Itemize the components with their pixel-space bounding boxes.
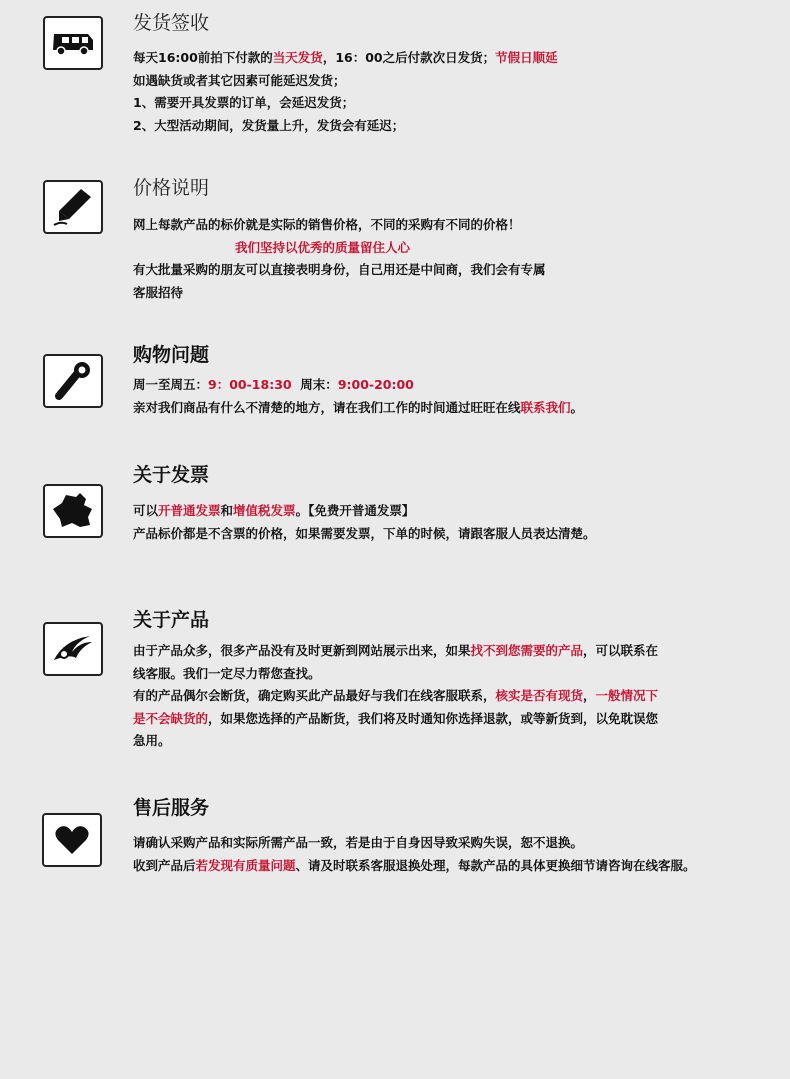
highlight: 是不会缺货的	[133, 710, 209, 726]
text: 。【免费开普通发票】	[295, 503, 415, 518]
text: 线客服。我们一定尽力帮您查找。	[133, 665, 321, 681]
price-text	[133, 214, 546, 304]
text: 和	[220, 503, 234, 518]
product-text	[133, 640, 658, 753]
text: 。	[570, 399, 584, 415]
highlight: 核实是否有现货	[495, 688, 584, 703]
text: 急用。	[133, 733, 171, 748]
highlight: 开普通发票	[158, 503, 221, 518]
text: 2、大型活动期间，发货量上升，发货会有延迟；	[133, 117, 405, 133]
highlight: 增值税发票	[233, 503, 296, 518]
section-title-after-sales: 售后服务	[133, 797, 210, 819]
text: ，	[583, 688, 596, 703]
shopping-text	[133, 374, 583, 419]
map-icon	[43, 484, 103, 538]
after-sales-text	[133, 832, 696, 877]
text: 1、需要开具发票的订单，会延迟发货；	[133, 95, 355, 110]
wrench-icon	[43, 354, 103, 408]
highlight: 一般情况下	[595, 688, 659, 703]
section-title-shipping: 发货签收	[133, 12, 210, 34]
highlight: 9：00-18:30	[208, 377, 292, 392]
text: ，16：00之后付款次日发货；	[322, 50, 496, 65]
highlight: 9:00-20:00	[337, 377, 414, 392]
section-title-product: 关于产品	[133, 609, 210, 631]
highlight: 当天发货	[272, 50, 323, 65]
text: 亲对我们商品有什么不清楚的地方，请在我们工作的时间通过旺旺在线	[133, 399, 521, 415]
text: 由于产品众多，很多产品没有及时更新到网站展示出来，如果	[133, 643, 471, 658]
highlight: 节假日顺延	[495, 50, 558, 65]
truck-icon	[43, 16, 103, 70]
heart-icon	[42, 813, 102, 867]
text: 收到产品后	[133, 857, 196, 873]
text: 有大批量采购的朋友可以直接表明身份，自己用还是中间商，我们会有专属	[133, 262, 546, 277]
text: 周末：	[291, 377, 338, 392]
text: 网上每款产品的标价就是实际的销售价格，不同的采购有不同的价格！	[133, 217, 521, 232]
text: 如遇缺货或者其它因素可能延迟发货；	[133, 72, 346, 88]
text: ，可以联系在	[583, 643, 659, 658]
shipping-text	[133, 47, 558, 137]
text: 请确认采购产品和实际所需产品一致，若是由于自身因导致采购失误，恕不退换。	[133, 835, 584, 850]
text: 可以	[133, 503, 159, 518]
text: ，如果您选择的产品断货，我们将及时通知你选择退款，或等新货到，以免耽误您	[208, 710, 659, 726]
text: 周一至周五：	[133, 377, 209, 392]
text: 客服招待	[133, 284, 184, 300]
text: 产品标价都是不含票的价格，如果需要发票，下单的时候，请跟客服人员表达清楚。	[133, 525, 596, 541]
contact-us-link[interactable]: 联系我们	[520, 399, 571, 415]
pen-icon	[43, 180, 103, 234]
text: 每天16:00前拍下付款的	[133, 50, 273, 65]
brand-swirl-icon	[43, 622, 103, 676]
invoice-text	[133, 500, 596, 545]
section-title-price: 价格说明	[133, 177, 210, 199]
text: 、请及时联系客服退换处理，每款产品的具体更换细节请咨询在线客服。	[295, 857, 696, 873]
highlight: 我们坚持以优秀的质量留住人心	[235, 239, 411, 255]
text: 有的产品偶尔会断货，确定购买此产品最好与我们在线客服联系，	[133, 688, 496, 703]
section-title-invoice: 关于发票	[133, 464, 210, 486]
highlight: 若发现有质量问题	[195, 857, 296, 873]
highlight: 找不到您需要的产品	[470, 643, 584, 658]
section-title-shopping: 购物问题	[133, 344, 210, 366]
